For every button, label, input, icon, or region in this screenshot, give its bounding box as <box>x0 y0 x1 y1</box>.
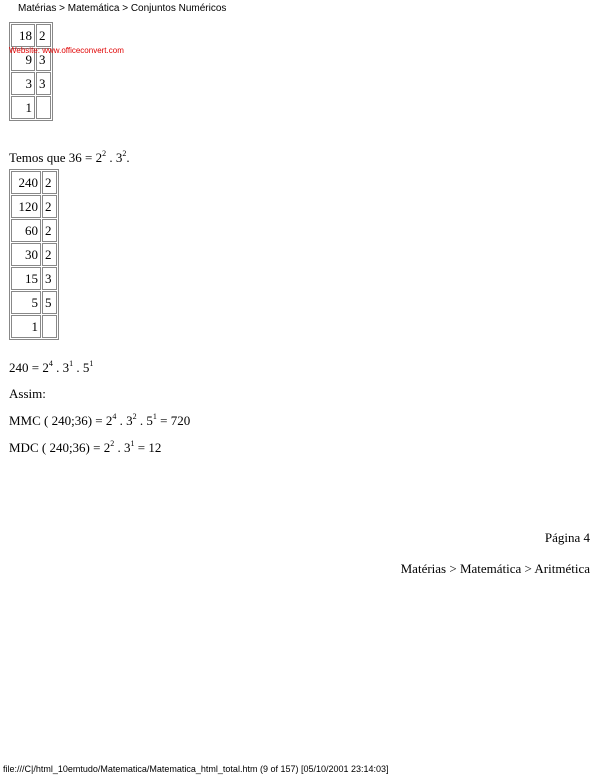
dividend-cell: 240 <box>11 171 41 194</box>
result-240-text: $240 = 2^4$ . $3^1$ . $5^1$ <box>9 359 94 375</box>
dividend-cell: 120 <box>11 195 41 218</box>
dividend-cell: 60 <box>11 219 41 242</box>
header-breadcrumb: Matérias > Matemática > Conjuntos Numéricos <box>18 3 227 14</box>
divisor-cell: 2 <box>42 171 57 194</box>
dividend-cell: 30 <box>11 243 41 266</box>
page-number: Página 4 <box>544 530 590 545</box>
watermark-link[interactable]: Website: www.officeconvert.com <box>9 46 124 55</box>
mdc-text: MDC ( 240;36) = $2^2$ . $3^1 = 12$ <box>9 439 162 455</box>
divisor-cell: 2 <box>42 219 57 242</box>
table-row <box>11 291 57 314</box>
table-row <box>11 96 51 119</box>
divisor-cell: 5 <box>42 291 57 314</box>
divisor-cell <box>42 315 57 338</box>
table-row <box>11 315 57 338</box>
divisor-cell: 3 <box>36 72 51 95</box>
next-breadcrumb: Matérias > Matemática > Aritmética <box>400 561 590 576</box>
divisor-cell: 3 <box>42 267 57 290</box>
table-row <box>11 267 57 290</box>
table-row <box>11 72 51 95</box>
table-row <box>11 243 57 266</box>
dividend-cell: 9 <box>11 48 35 71</box>
dividend-cell: 15 <box>11 267 41 290</box>
assim-text: Assim: <box>9 386 46 401</box>
divisor-cell: 3 <box>36 48 51 71</box>
footer-file-path: file:///C|/html_10emtudo/Matematica/Matematica_html_total.htm (9 of 157) [05/10/2001 23:14:03] <box>3 764 389 774</box>
dividend-cell: 18 <box>11 24 35 47</box>
mmc-text: MMC ( 240;36) = $2^4$ . $3^2$ . $5^1 = 720$ <box>9 412 191 428</box>
factorization-table-240 <box>9 169 59 340</box>
table-row <box>11 219 57 242</box>
dividend-cell: 5 <box>11 291 41 314</box>
dividend-cell: 3 <box>11 72 35 95</box>
table-row <box>11 195 57 218</box>
divisor-cell: 2 <box>36 24 51 47</box>
dividend-cell: 1 <box>11 315 41 338</box>
dividend-cell: 1 <box>11 96 35 119</box>
table-row <box>11 171 57 194</box>
divisor-cell: 2 <box>42 195 57 218</box>
factorization-table-36 <box>9 22 53 121</box>
divisor-cell: 2 <box>42 243 57 266</box>
result-36-text: Temos que $36 = 2^2$ . $3^2$. <box>9 149 130 165</box>
divisor-cell <box>36 96 51 119</box>
table-row <box>11 24 51 47</box>
